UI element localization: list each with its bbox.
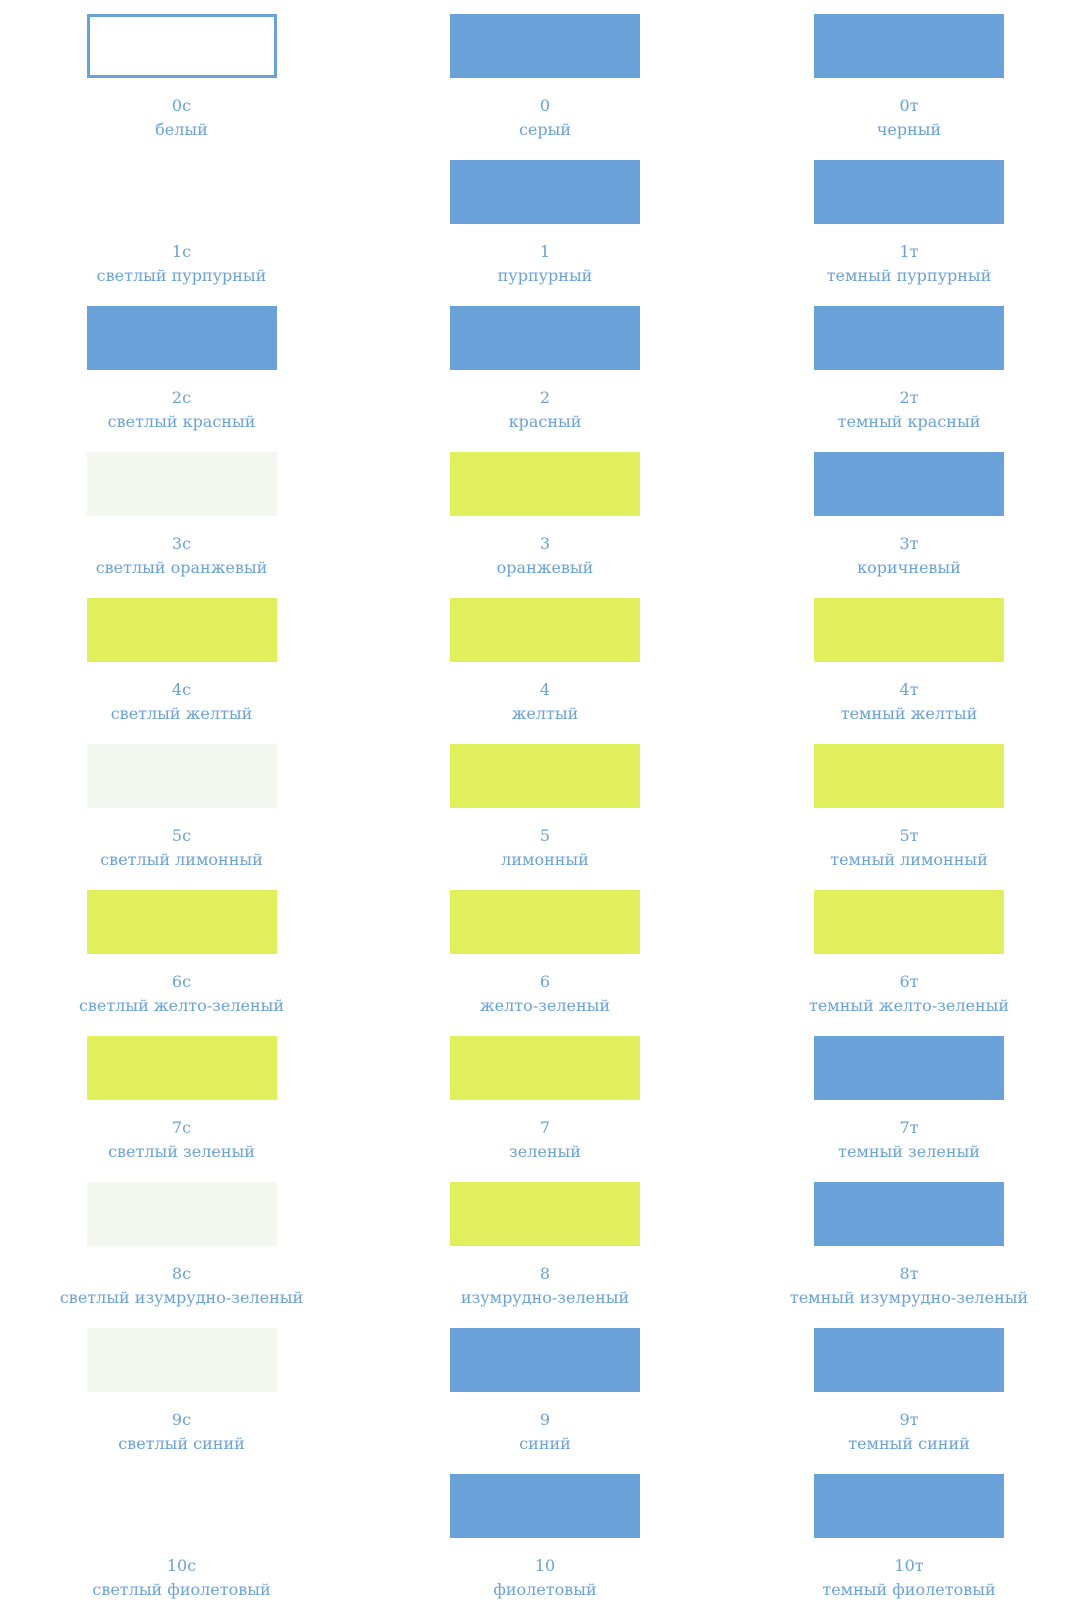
color-swatch[interactable]	[814, 452, 1004, 516]
color-code-label: 2с	[171, 388, 192, 407]
color-swatch[interactable]	[814, 1182, 1004, 1246]
color-code-label: 4с	[171, 680, 192, 699]
color-swatch[interactable]	[87, 1036, 277, 1100]
color-swatch-item[interactable]	[727, 0, 1091, 146]
color-name-label: светлый зеленый	[108, 1142, 255, 1161]
color-swatch-item[interactable]	[0, 292, 363, 438]
color-code-label: 9с	[171, 1410, 192, 1429]
color-code-label: 4т	[899, 680, 919, 699]
color-name-label: светлый синий	[118, 1434, 245, 1453]
color-swatch[interactable]	[87, 452, 277, 516]
color-code-label: 0т	[899, 96, 919, 115]
color-name-label: изумрудно-зеленый	[460, 1288, 630, 1307]
color-code-label: 10с	[166, 1556, 197, 1575]
color-swatch[interactable]	[87, 14, 277, 78]
color-swatch-item[interactable]	[363, 0, 727, 146]
color-name-label: красный	[508, 412, 582, 431]
color-code-label: 7с	[171, 1118, 192, 1137]
color-name-label: светлый оранжевый	[95, 558, 268, 577]
color-code-label: 6	[539, 972, 551, 991]
color-code-label: 1с	[171, 242, 192, 261]
color-name-label: светлый фиолетовый	[92, 1580, 271, 1599]
color-code-label: 6с	[171, 972, 192, 991]
color-name-label: пурпурный	[497, 266, 593, 285]
color-name-label: белый	[155, 120, 208, 139]
color-swatch-item[interactable]	[727, 292, 1091, 438]
color-swatch[interactable]	[814, 1328, 1004, 1392]
color-code-label: 7т	[899, 1118, 919, 1137]
color-swatch-item[interactable]	[0, 584, 363, 730]
color-name-label: оранжевый	[496, 558, 594, 577]
color-swatch[interactable]	[814, 744, 1004, 808]
color-code-label: 0	[539, 96, 551, 115]
color-swatch[interactable]	[450, 14, 640, 78]
color-code-label: 10т	[894, 1556, 924, 1575]
color-swatch-item[interactable]	[727, 1460, 1091, 1606]
color-swatch-item[interactable]	[0, 438, 363, 584]
color-swatch-item[interactable]	[0, 730, 363, 876]
color-swatch-item[interactable]	[727, 730, 1091, 876]
color-swatch[interactable]	[450, 306, 640, 370]
color-swatch-item[interactable]	[363, 438, 727, 584]
color-name-label: лимонный	[501, 850, 589, 869]
color-code-label: 10	[534, 1556, 556, 1575]
color-swatch[interactable]	[450, 160, 640, 224]
color-swatch-item[interactable]	[363, 146, 727, 292]
color-swatch-item[interactable]	[0, 1022, 363, 1168]
color-swatch[interactable]	[450, 1328, 640, 1392]
color-code-label: 3с	[171, 534, 192, 553]
color-swatch[interactable]	[450, 744, 640, 808]
color-name-label: синий	[519, 1434, 571, 1453]
color-swatch[interactable]	[814, 598, 1004, 662]
color-swatch-item[interactable]	[363, 1460, 727, 1606]
color-swatch[interactable]	[450, 890, 640, 954]
color-swatch-item[interactable]	[727, 146, 1091, 292]
color-code-label: 1	[539, 242, 551, 261]
color-swatch-item[interactable]	[0, 0, 363, 146]
color-swatch-item[interactable]	[727, 876, 1091, 1022]
color-swatch[interactable]	[450, 1474, 640, 1538]
color-swatch[interactable]	[87, 160, 277, 224]
color-name-label: светлый красный	[107, 412, 256, 431]
color-name-label: светлый желто-зеленый	[78, 996, 285, 1015]
color-code-label: 6т	[899, 972, 919, 991]
color-code-label: 2т	[899, 388, 919, 407]
color-swatch[interactable]	[87, 598, 277, 662]
color-swatch-item[interactable]	[363, 1022, 727, 1168]
color-swatch-item[interactable]	[727, 438, 1091, 584]
color-code-label: 7	[539, 1118, 551, 1137]
color-code-label: 0с	[171, 96, 192, 115]
color-swatch[interactable]	[87, 1182, 277, 1246]
color-code-label: 8	[539, 1264, 551, 1283]
color-name-label: серый	[518, 120, 572, 139]
color-name-label: темный желто-зеленый	[808, 996, 1010, 1015]
color-swatch[interactable]	[814, 1474, 1004, 1538]
color-code-label: 4	[539, 680, 551, 699]
color-swatch-item[interactable]	[363, 876, 727, 1022]
color-code-label: 3	[539, 534, 551, 553]
color-name-label: темный красный	[837, 412, 981, 431]
color-name-label: коричневый	[857, 558, 961, 577]
color-name-label: фиолетовый	[493, 1580, 597, 1599]
color-swatch-item[interactable]	[0, 876, 363, 1022]
color-swatch[interactable]	[814, 160, 1004, 224]
color-code-label: 5	[539, 826, 551, 845]
color-swatch[interactable]	[450, 598, 640, 662]
color-name-label: зеленый	[509, 1142, 581, 1161]
color-code-label: 1т	[899, 242, 919, 261]
color-name-label: темный изумрудно-зеленый	[789, 1288, 1029, 1307]
color-swatch[interactable]	[814, 14, 1004, 78]
color-swatch-item[interactable]	[727, 1168, 1091, 1314]
color-swatch-item[interactable]	[727, 584, 1091, 730]
color-code-label: 3т	[899, 534, 919, 553]
color-swatch-item[interactable]	[0, 1314, 363, 1460]
color-name-label: темный зеленый	[838, 1142, 980, 1161]
color-swatch-item[interactable]	[363, 292, 727, 438]
color-swatch[interactable]	[87, 890, 277, 954]
color-swatch[interactable]	[450, 1182, 640, 1246]
color-code-label: 8т	[899, 1264, 919, 1283]
color-swatch-item[interactable]	[727, 1022, 1091, 1168]
color-name-label: черный	[876, 120, 942, 139]
color-swatch-item[interactable]	[363, 584, 727, 730]
color-swatch-item[interactable]	[363, 730, 727, 876]
color-name-label: темный синий	[848, 1434, 970, 1453]
color-name-label: светлый желтый	[110, 704, 253, 723]
color-name-label: желтый	[511, 704, 579, 723]
color-swatch-item[interactable]	[363, 1168, 727, 1314]
color-name-label: светлый изумрудно-зеленый	[59, 1288, 304, 1307]
color-name-label: светлый пурпурный	[96, 266, 267, 285]
color-swatch-item[interactable]	[0, 1168, 363, 1314]
color-code-label: 5т	[899, 826, 919, 845]
color-name-label: светлый лимонный	[100, 850, 263, 869]
color-swatch-item[interactable]	[0, 1460, 363, 1606]
color-swatch-item[interactable]	[363, 1314, 727, 1460]
color-swatch[interactable]	[87, 306, 277, 370]
color-swatch[interactable]	[814, 890, 1004, 954]
color-swatch[interactable]	[814, 1036, 1004, 1100]
color-name-label: темный фиолетовый	[822, 1580, 996, 1599]
color-swatch[interactable]	[87, 744, 277, 808]
color-name-label: темный желтый	[840, 704, 978, 723]
color-swatch[interactable]	[450, 452, 640, 516]
color-name-label: темный пурпурный	[826, 266, 992, 285]
color-swatch[interactable]	[87, 1474, 277, 1538]
color-code-label: 9	[539, 1410, 551, 1429]
color-swatch[interactable]	[87, 1328, 277, 1392]
color-swatch-item[interactable]	[727, 1314, 1091, 1460]
color-swatch[interactable]	[450, 1036, 640, 1100]
color-code-label: 9т	[899, 1410, 919, 1429]
color-code-label: 8с	[171, 1264, 192, 1283]
color-name-label: темный лимонный	[830, 850, 988, 869]
color-swatch-item[interactable]	[0, 146, 363, 292]
color-code-label: 5с	[171, 826, 192, 845]
color-name-label: желто-зеленый	[479, 996, 611, 1015]
color-swatch[interactable]	[814, 306, 1004, 370]
color-code-label: 2	[539, 388, 551, 407]
